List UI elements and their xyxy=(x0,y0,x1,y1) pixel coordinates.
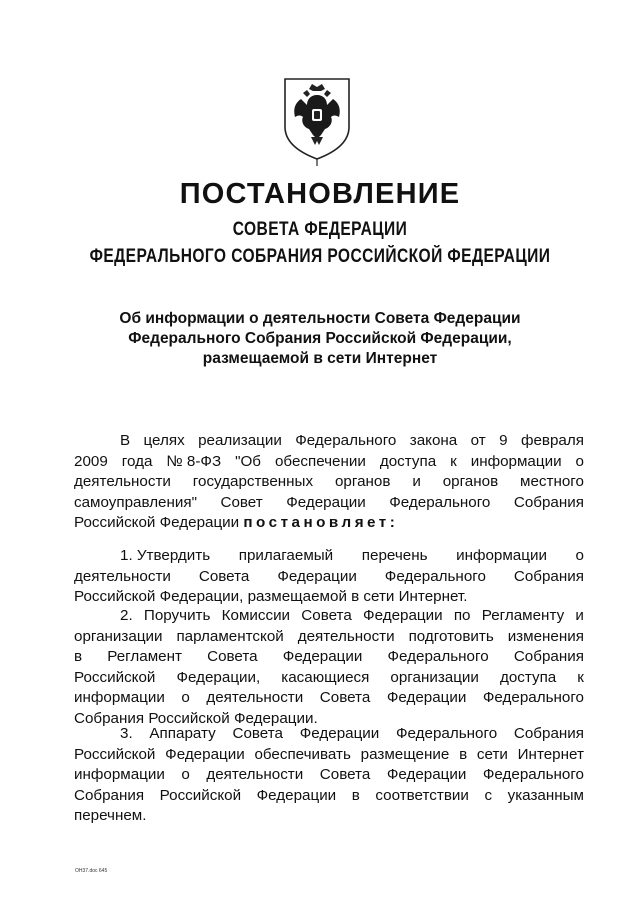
subject-line: Федерального Собрания Российской Федерации, xyxy=(128,330,512,347)
word: Собрания xyxy=(513,725,584,742)
word: касающиеся xyxy=(281,668,370,686)
word: перечень xyxy=(361,547,428,564)
word: деятельности xyxy=(206,689,304,707)
word: Собрания xyxy=(74,786,145,804)
text-line xyxy=(74,647,584,668)
word: 2009 xyxy=(74,452,108,470)
word: Российской xyxy=(159,786,242,804)
coat-of-arms-icon xyxy=(279,75,355,167)
word: Регламент xyxy=(107,648,182,666)
word: Федерации xyxy=(256,786,337,804)
issuer-line-2: ФЕДЕРАЛЬНОГО СОБРАНИЯ РОССИЙСКОЙ ФЕДЕРАЦИИ xyxy=(89,246,551,267)
word: № 8-ФЗ xyxy=(166,452,222,470)
word: парламентской xyxy=(176,627,284,645)
word: самоуправления" xyxy=(74,493,197,511)
word: Российской xyxy=(74,668,156,686)
word: информации xyxy=(456,547,547,564)
word: прилагаемый xyxy=(238,547,334,564)
word: Собрания xyxy=(513,493,584,511)
text-line xyxy=(74,431,584,452)
word: деятельности xyxy=(297,627,395,645)
text-line xyxy=(74,765,584,786)
word: информации xyxy=(470,452,562,470)
text-line xyxy=(74,493,584,514)
word: Совет xyxy=(220,493,263,511)
word: органов xyxy=(442,473,499,491)
text-line xyxy=(74,452,584,473)
word: Федерального xyxy=(387,648,489,666)
word: Федерации xyxy=(363,607,443,624)
subject-line: размещаемой в сети Интернет xyxy=(202,350,438,367)
text-line xyxy=(74,668,584,689)
word: деятельности xyxy=(74,473,171,491)
word: обеспечивать xyxy=(254,745,351,763)
word: соответствии xyxy=(375,786,469,804)
text-line xyxy=(74,724,584,745)
word: информации xyxy=(74,689,165,707)
text-line xyxy=(74,606,584,627)
word: Федерального xyxy=(389,493,491,511)
word: Регламенту xyxy=(481,607,565,624)
word: указанным xyxy=(507,786,584,804)
word: местного xyxy=(520,473,584,491)
word: Федерального xyxy=(384,567,486,585)
word: о xyxy=(181,689,190,707)
word: Совета xyxy=(319,689,371,707)
word: размещение xyxy=(360,745,450,763)
word: Федерального xyxy=(482,689,584,707)
word: государственных xyxy=(192,473,314,491)
word: Аппарату xyxy=(149,725,216,742)
word: Федерального xyxy=(295,432,397,449)
word: 9 xyxy=(499,432,508,449)
word: года xyxy=(121,452,153,470)
item-3-paragraph xyxy=(74,724,584,827)
text-line xyxy=(74,745,584,766)
word: доступа xyxy=(379,452,437,470)
word: Совета xyxy=(207,648,258,666)
word: в xyxy=(351,786,360,804)
text-line xyxy=(74,786,584,807)
word: сети xyxy=(476,745,508,763)
text-line xyxy=(74,546,584,567)
text-line xyxy=(74,472,584,493)
word: Собрания xyxy=(513,648,584,666)
document-code: ОН37.doc 645 xyxy=(75,868,108,874)
word: Федерации xyxy=(165,745,245,763)
word: с xyxy=(484,786,493,804)
word: Федерации xyxy=(386,689,467,707)
word: доступа xyxy=(499,668,557,686)
word: Федерального xyxy=(396,725,498,742)
word: Федерации, xyxy=(176,668,261,686)
word: реализации xyxy=(198,432,282,449)
word: органов xyxy=(334,473,391,491)
word: о xyxy=(575,547,584,564)
word: Федерации xyxy=(282,648,363,666)
word: "Об xyxy=(235,452,261,470)
text-line: Российской Федерации, размещаемой в сети Интернет. xyxy=(74,588,468,606)
word: о xyxy=(575,452,584,470)
word: Поручить xyxy=(143,607,211,624)
word: Федерации xyxy=(286,493,366,511)
word: деятельности xyxy=(206,766,304,784)
word: по xyxy=(453,607,471,624)
word: закона xyxy=(409,432,458,449)
word: В xyxy=(120,432,131,449)
word: целях xyxy=(143,432,185,449)
item-1-paragraph xyxy=(74,546,584,608)
word: Федерации xyxy=(277,567,357,585)
word: Интернет xyxy=(517,745,584,763)
word: февраля xyxy=(520,432,584,449)
text-line xyxy=(74,627,584,648)
text-line xyxy=(74,688,584,709)
subject-line: Об информации о деятельности Совета Федерации xyxy=(119,310,521,327)
word: Совета xyxy=(301,607,352,624)
word: Федерации xyxy=(386,766,467,784)
word: подготовить xyxy=(408,627,494,645)
word: в xyxy=(74,648,83,666)
preamble-paragraph xyxy=(74,431,584,534)
word: обеспечении xyxy=(274,452,366,470)
document-subject xyxy=(0,309,640,369)
word: организации xyxy=(74,627,163,645)
word: Российской xyxy=(74,745,156,763)
word: Совета xyxy=(319,766,371,784)
text-line: перечнем. xyxy=(74,807,147,825)
word: информации xyxy=(74,766,165,784)
issuer-line-1: СОВЕТА ФЕДЕРАЦИИ xyxy=(232,219,408,240)
word: 3. xyxy=(120,725,133,742)
word: к xyxy=(450,452,457,470)
preamble-text: Российской Федерации xyxy=(74,514,244,532)
word: Федерального xyxy=(482,766,584,784)
word: деятельности xyxy=(74,567,171,585)
word: в xyxy=(459,745,468,763)
document-type-title: ПОСТАНОВЛЕНИЕ xyxy=(179,178,461,210)
word: 2. xyxy=(120,607,133,624)
resolution-keyword: постановляет: xyxy=(243,514,399,532)
text-line: Собрания Российской Федерации. xyxy=(74,709,318,727)
text-line xyxy=(74,567,584,588)
word: организации xyxy=(390,668,479,686)
word: от xyxy=(470,432,486,449)
word: Совета xyxy=(232,725,283,742)
text-line xyxy=(74,513,584,534)
word: и xyxy=(575,607,584,624)
word: Совета xyxy=(198,567,250,585)
word: Комиссии xyxy=(221,607,291,624)
word: изменения xyxy=(507,627,584,645)
word: к xyxy=(577,668,584,686)
word: Собрания xyxy=(513,567,584,585)
item-2-paragraph xyxy=(74,606,584,730)
word: о xyxy=(181,766,190,784)
word: Федерации xyxy=(299,725,380,742)
word: 1. Утвердить xyxy=(120,547,211,564)
word: и xyxy=(412,473,421,491)
